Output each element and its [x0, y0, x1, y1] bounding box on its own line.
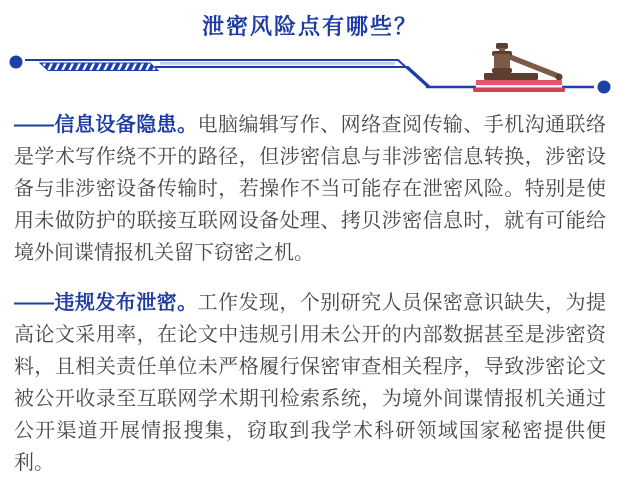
left-dot — [10, 56, 23, 69]
decorative-divider — [0, 43, 620, 105]
paragraph-lead: ——违规发布泄密。 — [14, 292, 198, 314]
paragraph — [14, 287, 606, 479]
paragraph-lead: ——信息设备隐患。 — [14, 114, 198, 136]
page-title: 泄密风险点有哪些？ — [201, 14, 418, 39]
paragraph-body: 电脑编辑写作、网络查阅传输、手机沟通联络是学术写作绕不开的路径，但涉密信息与非涉密信息转换，涉密设备与非涉密设备传输时，若操作不当可能存在泄密风险。特别是使用未做防护的联接互联网设备处理、拷贝涉密信息时，就有可能给境外间谍情报机关留下窃密之机。 — [14, 114, 607, 264]
right-dot — [598, 81, 611, 94]
hatch-band — [40, 63, 158, 71]
article-body — [14, 109, 606, 479]
paragraph-body: 工作发现，个别研究人员保密意识缺失，为提高论文采用率，在论文中违规引用未公开的内部数据甚至是涉密资料，且相关责任单位未严格履行保密审查相关程序，导致涉密论文被公开收录至互联网学术期刊检索系统，为境外间谍情报机关通过公开渠道开展情报搜集，窃取到我学术科研领域国家秘密提供便利。 — [14, 292, 607, 474]
gavel-icon — [473, 43, 565, 92]
paragraph — [14, 109, 606, 269]
